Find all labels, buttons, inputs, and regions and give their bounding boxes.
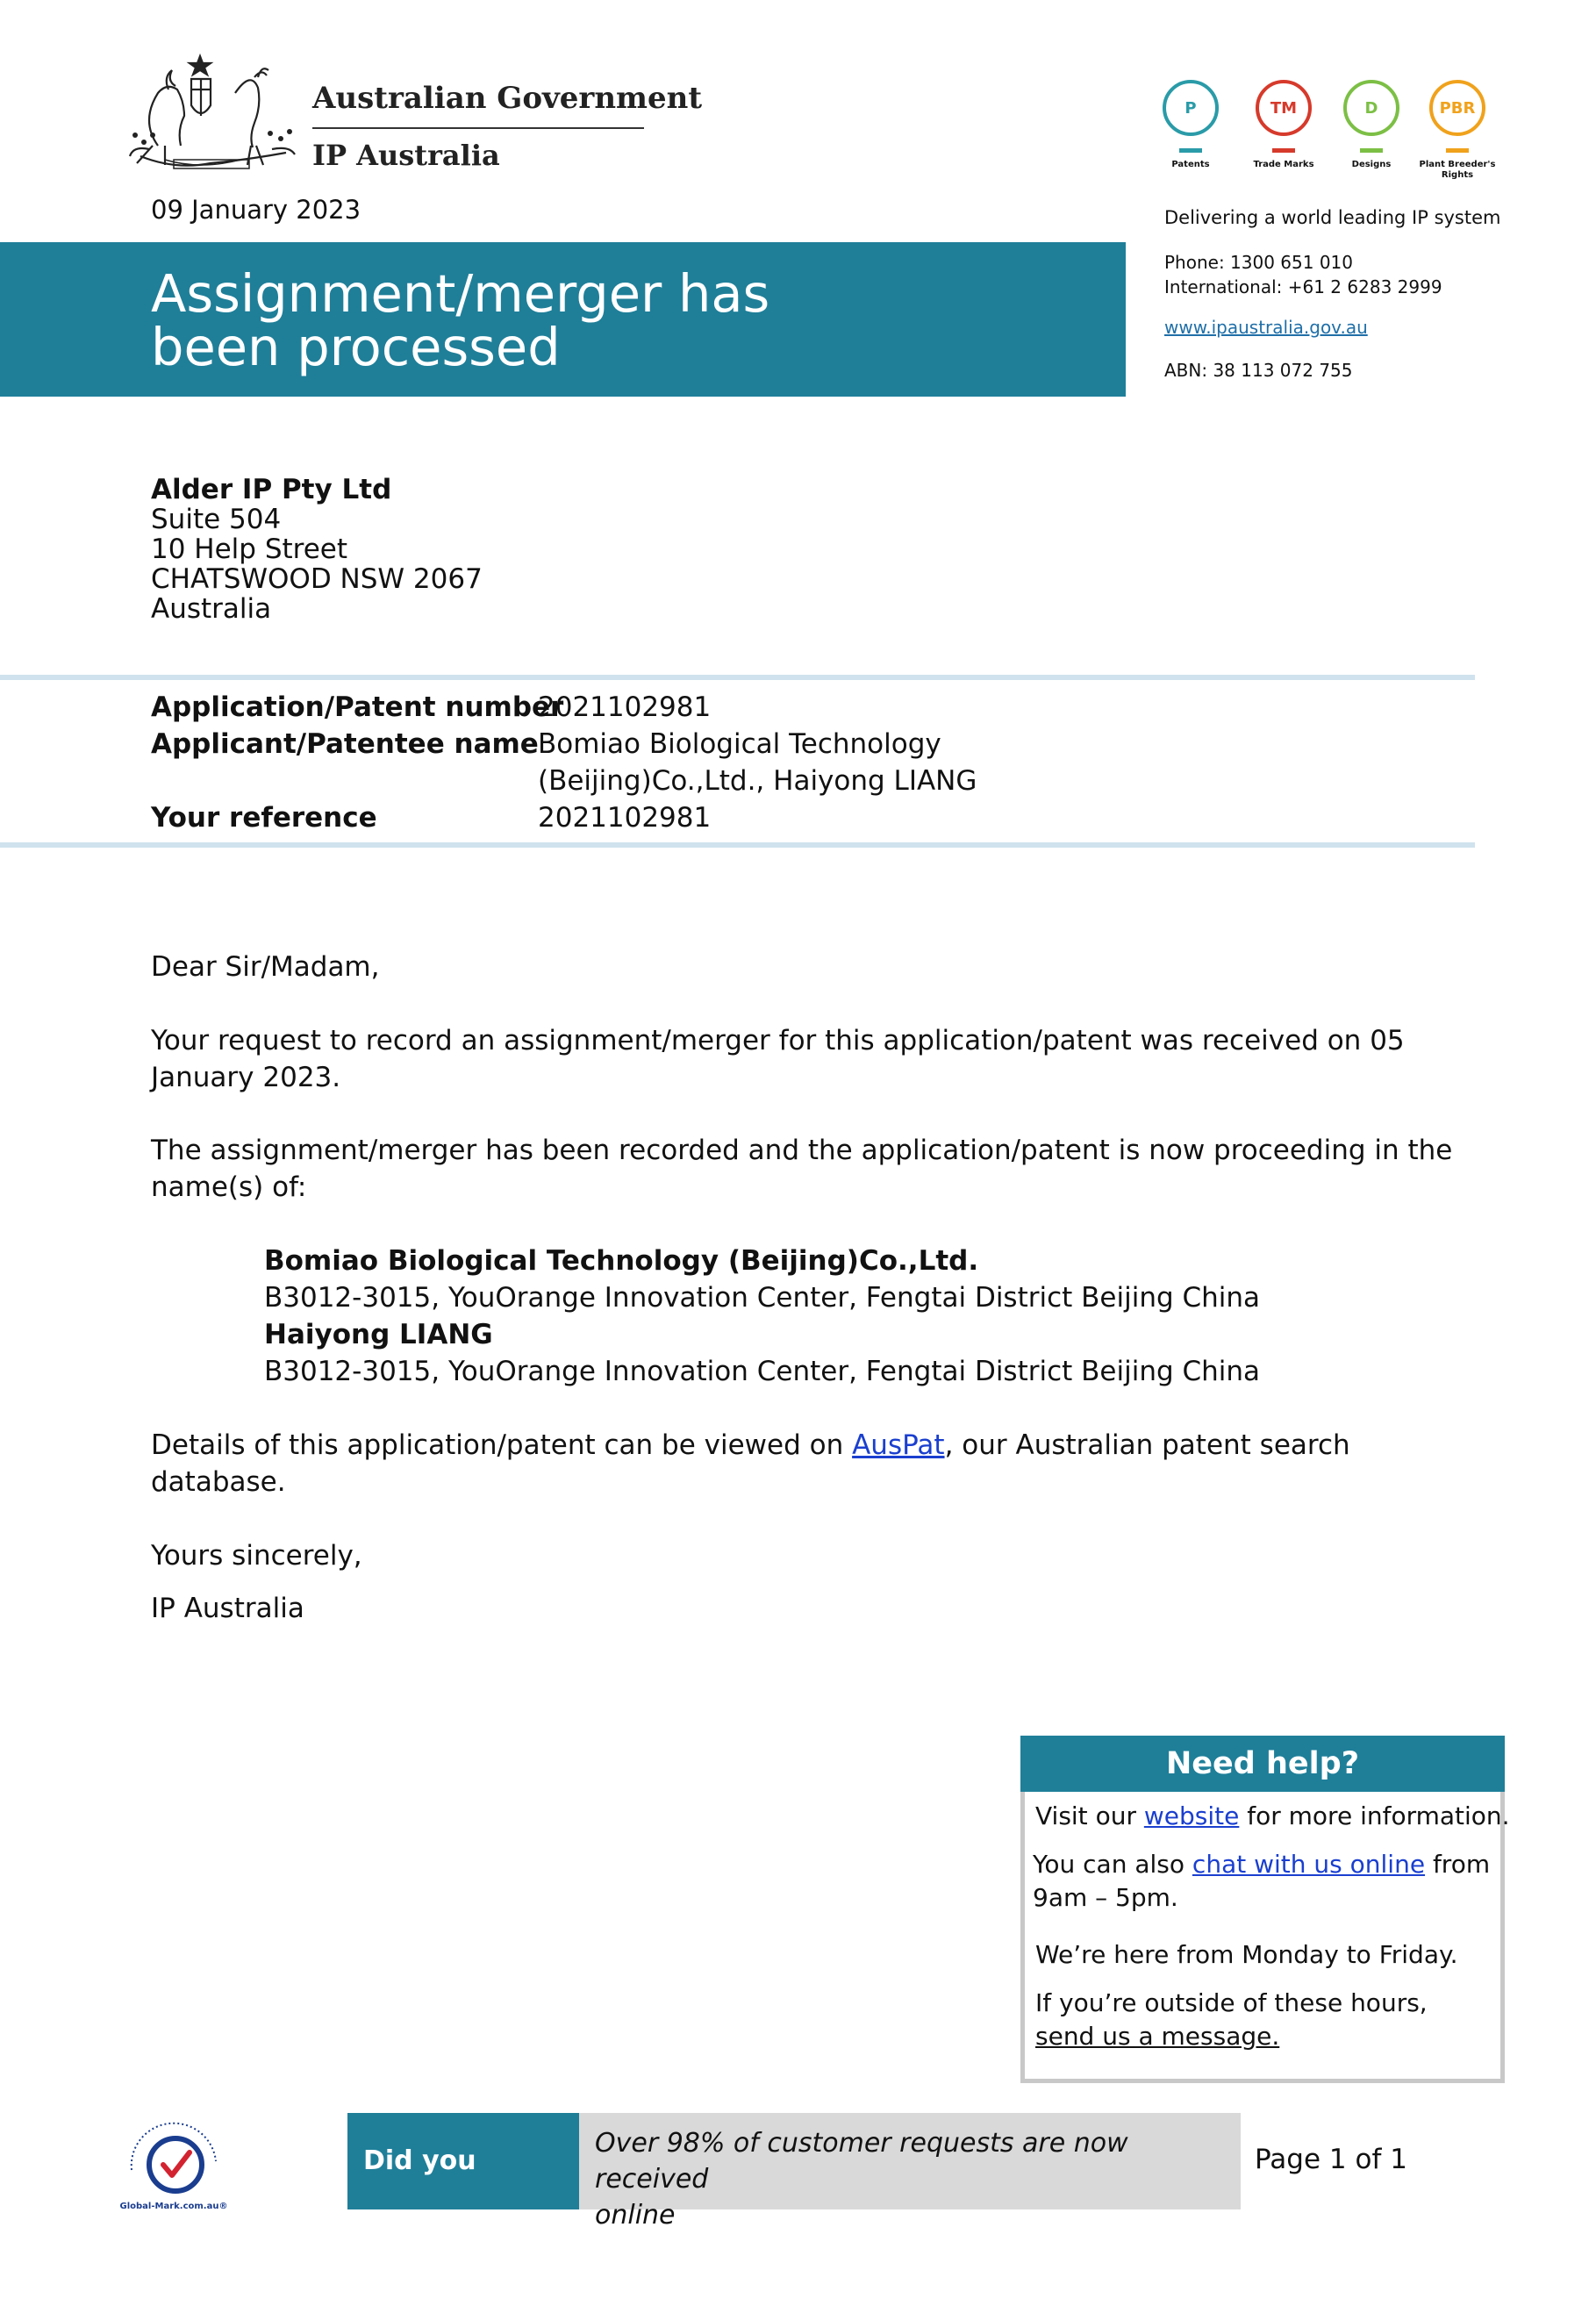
website-link[interactable]: www.ipaustralia.gov.au [1164, 317, 1368, 338]
letter-date: 09 January 2023 [151, 195, 361, 225]
address-line4: Australia [151, 593, 272, 625]
app-number-value: 2021102981 [538, 691, 712, 723]
did-you-know-line1: Over 98% of customer requests are now received [595, 2128, 1128, 2195]
page-title-line1: Assignment/merger has [151, 263, 770, 324]
pbr-icon: PBR [1429, 80, 1485, 136]
address-line2: 10 Help Street [151, 534, 348, 565]
help-line2-pre: You can also [1033, 1850, 1192, 1879]
details-top-rule [0, 675, 1475, 680]
pbr-label-line1: Plant Breeder's [1419, 160, 1496, 169]
signature: IP Australia [151, 1593, 304, 1624]
owner1-address: B3012-3015, YouOrange Innovation Center, Fengtai District Beijing China [264, 1282, 1261, 1314]
gov-title: Australian Government [312, 81, 703, 116]
salutation: Dear Sir/Madam, [151, 951, 380, 983]
recipient-name: Alder IP Pty Ltd [151, 474, 392, 505]
details-bottom-rule [0, 842, 1475, 848]
iso-quality-badge-logo [112, 2109, 235, 2214]
owner1-name: Bomiao Biological Technology (Beijing)Co.,Ltd. [264, 1245, 979, 1277]
pbr-icon-group [1409, 80, 1506, 181]
closing: Yours sincerely, [151, 1540, 362, 1572]
designs-dash [1360, 148, 1383, 153]
details-text-pre: Details of this application/patent can be viewed on [151, 1429, 853, 1461]
page-number: Page 1 of 1 [1255, 2144, 1407, 2175]
coat-of-arms-logo [123, 51, 303, 178]
gov-subtitle: IP Australia [312, 139, 500, 172]
patents-icon-group [1142, 80, 1239, 170]
international-number: International: +61 2 6283 2999 [1164, 276, 1442, 297]
trade-marks-icon-group [1235, 80, 1332, 170]
patents-label: Patents [1171, 160, 1210, 169]
contact-block [1164, 250, 1442, 299]
address-line1: Suite 504 [151, 504, 282, 535]
address-line3: CHATSWOOD NSW 2067 [151, 563, 483, 595]
help-title: Need help? [1020, 1736, 1505, 1792]
help-line2 [1033, 1848, 1490, 1881]
did-you-know-text [579, 2113, 1241, 2231]
trade-marks-icon: TM [1256, 80, 1312, 136]
help-website-link[interactable]: website [1143, 1801, 1240, 1830]
abn: ABN: 38 113 072 755 [1164, 360, 1353, 381]
trade-marks-dash [1272, 148, 1295, 153]
details-paragraph [151, 1427, 1485, 1500]
pbr-label [1409, 160, 1506, 181]
quality-badge-caption: Global-Mark.com.au® [119, 2202, 228, 2211]
applicant-value-line1: Bomiao Biological Technology [538, 728, 941, 760]
applicant-label: Applicant/Patentee name [151, 728, 539, 760]
owner2-name: Haiyong LIANG [264, 1319, 493, 1350]
patents-icon: P [1163, 80, 1219, 136]
owner2-address: B3012-3015, YouOrange Innovation Center, Fengtai District Beijing China [264, 1356, 1261, 1387]
page-title-line2: been processed [151, 317, 561, 377]
trade-marks-label: Trade Marks [1253, 160, 1314, 169]
tagline: Delivering a world leading IP system [1164, 207, 1501, 228]
send-message-link[interactable]: send us a message. [1035, 2022, 1280, 2051]
pbr-dash [1446, 148, 1469, 153]
app-number-label: Application/Patent number [151, 691, 564, 723]
designs-label: Designs [1351, 160, 1392, 169]
auspat-link[interactable]: AusPat [852, 1429, 945, 1461]
phone-number: Phone: 1300 651 010 [1164, 252, 1354, 273]
help-line3: We’re here from Monday to Friday. [1035, 1940, 1458, 1969]
request-paragraph: Your request to record an assignment/merger for this application/patent was received on 05 January 2023. [151, 1025, 1405, 1093]
help-line1 [1035, 1800, 1510, 1833]
help-line1-post: for more information. [1239, 1801, 1510, 1830]
gov-title-divider [312, 127, 644, 129]
designs-icon: D [1343, 80, 1399, 136]
recorded-paragraph: The assignment/merger has been recorded and the application/patent is now proceeding in the name(s) of: [151, 1135, 1453, 1203]
pbr-label-line2: Rights [1441, 170, 1474, 180]
help-line2-post: from [1425, 1850, 1491, 1879]
chat-online-link[interactable]: chat with us online [1192, 1850, 1426, 1879]
help-line1-pre: Visit our [1035, 1801, 1144, 1830]
reference-value: 2021102981 [538, 802, 712, 834]
details-text-post: , our Australian patent search database. [151, 1429, 1350, 1498]
reference-label: Your reference [151, 802, 377, 834]
help-line4: If you’re outside of these hours, [1035, 1988, 1428, 2017]
did-you-know-label: Did you know? [347, 2113, 579, 2209]
did-you-know-line2: online [595, 2200, 676, 2231]
help-line2b: 9am – 5pm. [1033, 1883, 1178, 1912]
designs-icon-group [1323, 80, 1420, 170]
recipient-address [151, 475, 483, 624]
applicant-value-line2: (Beijing)Co.,Ltd., Haiyong LIANG [538, 765, 977, 797]
patents-dash [1179, 148, 1202, 153]
page-title [151, 263, 1072, 377]
